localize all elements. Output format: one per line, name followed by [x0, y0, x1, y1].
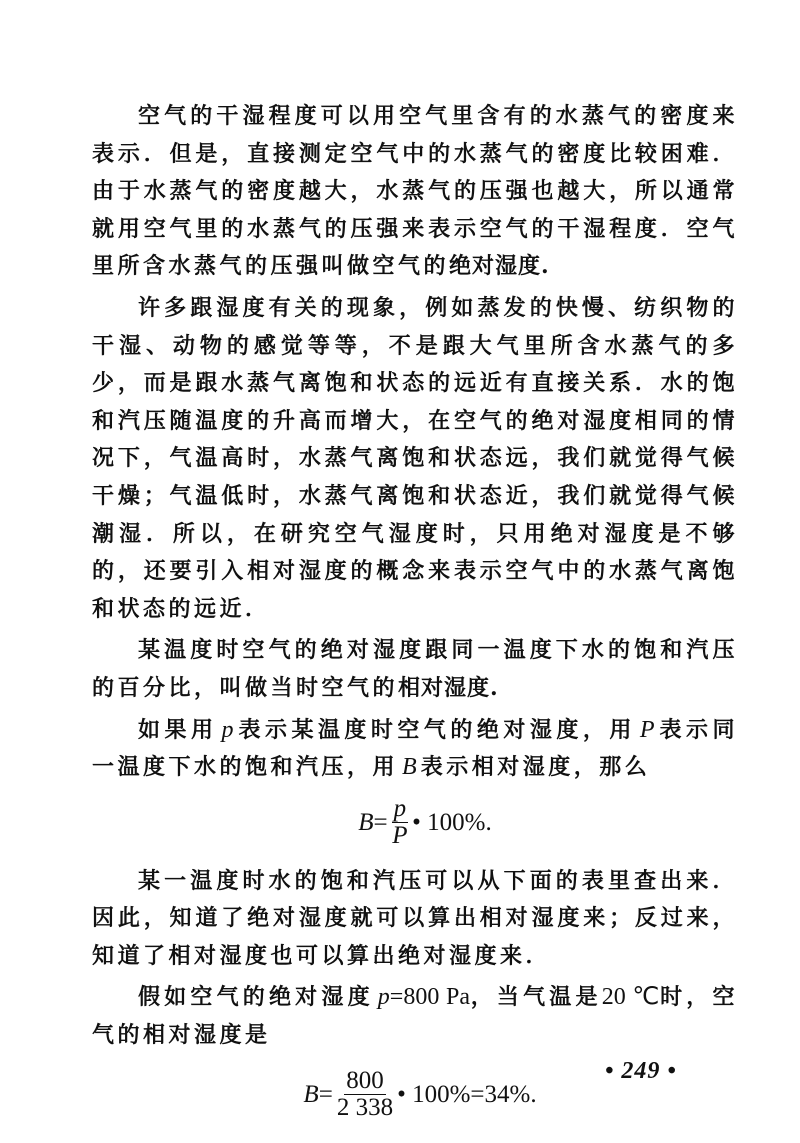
text: 表示相对湿度，那么: [420, 754, 651, 781]
period: .: [541, 253, 553, 280]
paragraph-humidity-phenomena: [92, 290, 738, 628]
variable-P: P: [639, 716, 655, 743]
paragraph-example: [92, 979, 738, 1054]
variable-p: p: [221, 716, 234, 743]
formula-rest: • 100%=34%.: [397, 1080, 537, 1108]
term-absolute-humidity: 绝对湿度: [449, 254, 542, 280]
formula-lhs: B: [303, 1080, 319, 1108]
page-number: • 249 •: [605, 1058, 677, 1084]
paragraph-absolute-humidity: [92, 98, 738, 286]
formula-equals: =: [318, 1080, 333, 1108]
value-pressure: =800 Pa: [389, 984, 471, 1011]
denominator: 2 338: [336, 1094, 394, 1122]
page-body: [92, 98, 738, 1125]
paragraph-relative-humidity-definition: [92, 632, 738, 707]
text: ，当气温是: [470, 984, 602, 1011]
variable-p: p: [377, 984, 390, 1011]
formula-rest: • 100%.: [412, 808, 492, 836]
formula-relative-humidity: [92, 793, 738, 853]
term-relative-humidity: 相对湿度: [398, 675, 491, 701]
numerator: p: [393, 795, 407, 823]
fraction: [392, 796, 409, 849]
paragraph-text: 某一温度时水的饱和汽压可以从下面的表里查出来．因此，知道了绝对湿度就可以算出相对湿度来；反过来，知道了相对湿度也可以算出绝对湿度来．: [92, 867, 738, 969]
value-temperature: 20 ℃: [601, 984, 661, 1011]
text: 时，空气的相对湿度是: [92, 984, 738, 1049]
formula-equals: =: [373, 808, 388, 836]
numerator: 800: [346, 1067, 384, 1095]
variable-B: B: [402, 754, 417, 781]
fraction: [337, 1068, 393, 1121]
formula-lhs: B: [358, 808, 374, 836]
text: 表示同一温度下水的饱和汽压，用: [92, 716, 738, 781]
paragraph-text: 空气的干湿程度可以用空气里含有的水蒸气的密度来表示．但是，直接测定空气中的水蒸气的密度比较困难．由于水蒸气的密度越大，水蒸气的压强也越大，所以通常就用空气里的水蒸气的压强来表示空气的干湿程度．空气里所含水蒸气的压强叫做空气的: [92, 103, 738, 280]
paragraph-text: 某温度时空气的绝对湿度跟同一温度下水的饱和汽压的百分比，叫做当时空气的: [92, 637, 738, 701]
text: 如果用: [138, 716, 218, 743]
period: .: [490, 674, 502, 701]
paragraph-text: 许多跟湿度有关的现象，例如蒸发的快慢、纺织物的干湿、动物的感觉等等，不是跟大气里所含水蒸气的多少，而是跟水蒸气离饱和状态的远近有直接关系．水的饱和汽压随温度的升高而增大，在空气的绝对湿度相同的情况下，气温高时，水蒸气离饱和状态远，我们就觉得气候干燥；气温低时，水蒸气离饱和状态近，我们就觉得气候潮湿．所以，在研究空气湿度时，只用绝对湿度是不够的，还要引入相对湿度的概念来表示空气中的水蒸气离饱和状态的远近．: [92, 294, 738, 622]
paragraph-variable-definitions: [92, 712, 738, 787]
text: 表示某温度时空气的绝对湿度，用: [237, 716, 636, 743]
denominator: P: [392, 822, 408, 850]
text: 假如空气的绝对湿度: [138, 984, 374, 1011]
paragraph-table-lookup: [92, 863, 738, 976]
